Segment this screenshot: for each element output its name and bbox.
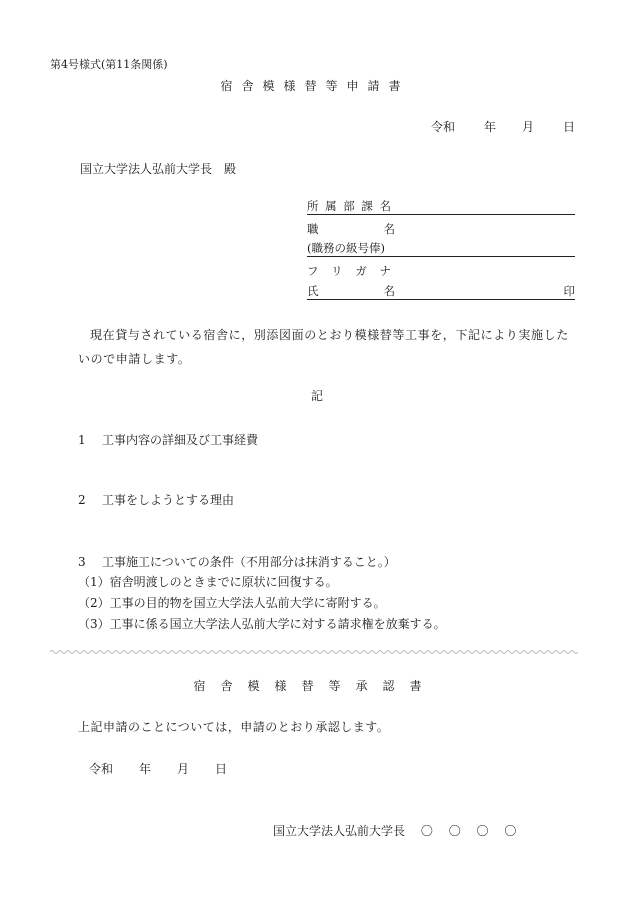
item-text: 工事をしようとする理由 — [102, 493, 235, 507]
label-char: リ — [331, 264, 343, 278]
condition-2: （2）工事の目的物を国立大学法人弘前大学に寄附する。 — [78, 596, 386, 610]
label-char: 名 — [379, 199, 391, 213]
date-month-unit: 月 — [177, 762, 190, 776]
label-char: 所 — [307, 199, 319, 213]
label-char: 職 — [307, 222, 319, 236]
grade-label: (職務の級号俸) — [307, 241, 385, 255]
label-char: 課 — [361, 199, 373, 213]
label-char: 氏 — [307, 284, 319, 298]
item-3 — [78, 553, 396, 570]
ki-heading: 記 — [311, 389, 324, 403]
position-field[interactable] — [307, 221, 575, 237]
name-circle: 〇 — [420, 824, 433, 838]
date-era: 令和 — [89, 762, 114, 776]
label-char: ガ — [355, 264, 367, 278]
approval-title: 宿舎模様替等承認書 — [193, 679, 437, 693]
seal-mark: 印 — [563, 284, 575, 298]
date-day-unit: 日 — [215, 762, 228, 776]
application-title: 宿舎模様替等申請書 — [220, 79, 410, 93]
form-number: 第4号様式(第11条関係) — [50, 58, 168, 71]
item-number: 3 — [78, 555, 86, 569]
name-label — [307, 283, 395, 299]
date-month-unit: 月 — [522, 120, 535, 134]
date-era: 令和 — [431, 120, 456, 134]
grade-field[interactable] — [307, 240, 575, 257]
item-text: 工事内容の詳細及び工事経費 — [102, 433, 259, 447]
name-circle: 〇 — [476, 824, 489, 838]
item-2 — [78, 491, 234, 508]
approval-statement: 上記申請のことについては，申請のとおり承認します。 — [78, 720, 390, 734]
item-number: 1 — [78, 433, 86, 447]
signer-name-placeholder — [409, 824, 517, 838]
condition-3: （3）工事に係る国立大学法人弘前大学に対する請求権を放棄する。 — [78, 617, 446, 631]
application-statement: 現在貸与されている宿舎に，別添図面のとおり模様替等工事を，下記により実施したいので申請します。 — [78, 328, 569, 366]
approval-signer — [273, 822, 516, 839]
position-label — [307, 221, 395, 237]
wavy-divider — [50, 648, 578, 656]
condition-1: （1）宿舎明渡しのときまでに原状に回復する。 — [78, 575, 338, 589]
furigana-field[interactable] — [307, 263, 575, 279]
department-field[interactable] — [307, 198, 575, 215]
label-char: 属 — [325, 199, 337, 213]
department-label — [307, 198, 391, 214]
name-circle: 〇 — [448, 824, 461, 838]
label-char: 部 — [343, 199, 355, 213]
item-number: 2 — [78, 493, 86, 507]
name-field[interactable] — [307, 283, 575, 300]
approval-date — [89, 760, 227, 777]
addressee: 国立大学法人弘前大学長 殿 — [80, 162, 237, 176]
label-char: 名 — [383, 222, 395, 236]
date-year-unit: 年 — [139, 762, 152, 776]
item-text: 工事施工についての条件（不用部分は抹消すること。） — [102, 555, 396, 569]
date-day-unit: 日 — [563, 120, 576, 134]
item-1 — [78, 431, 258, 448]
label-char: 名 — [383, 284, 395, 298]
furigana-label — [307, 263, 391, 279]
application-date — [431, 118, 575, 135]
label-char: ナ — [379, 264, 391, 278]
signer-title: 国立大学法人弘前大学長 — [273, 824, 406, 838]
date-year-unit: 年 — [484, 120, 497, 134]
label-char: フ — [307, 264, 319, 278]
name-circle: 〇 — [504, 824, 517, 838]
